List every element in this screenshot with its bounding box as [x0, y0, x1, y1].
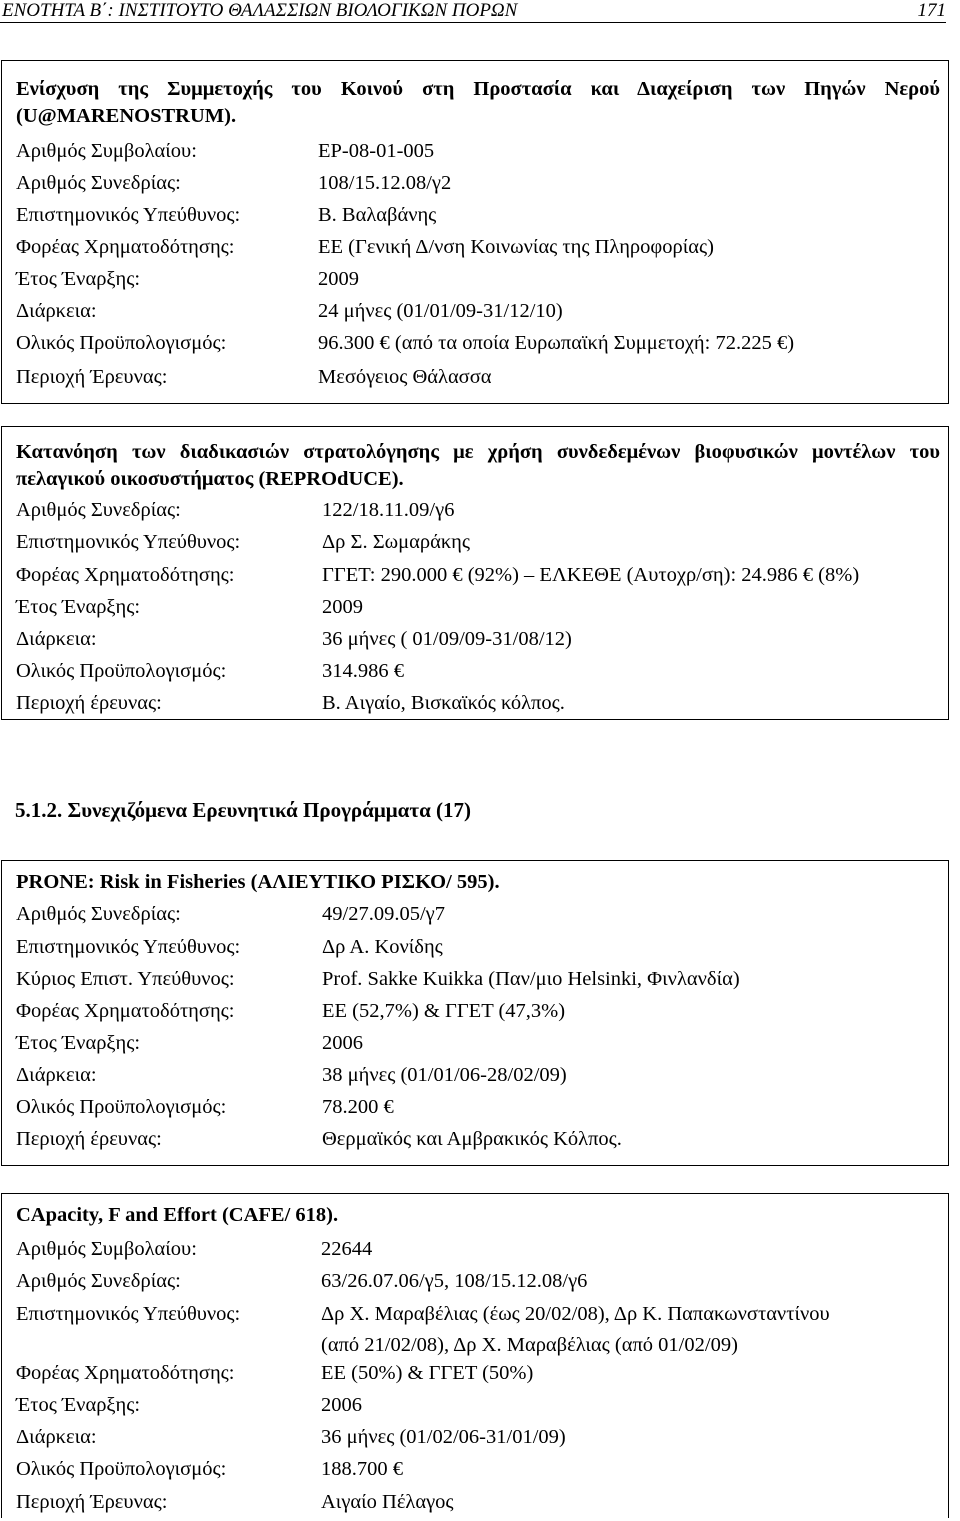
- detail-value: ΓΓΕΤ: 290.000 € (92%) – ΕΛΚΕΘΕ (Αυτοχρ/ση): 24.986 € (8%): [322, 564, 860, 586]
- detail-value: ΕΕ (50%) & ΓΓΕΤ (50%): [321, 1362, 534, 1384]
- detail-value: 314.986 €: [322, 660, 404, 682]
- detail-value: 108/15.12.08/γ2: [318, 172, 452, 194]
- detail-value: 63/26.07.06/γ5, 108/15.12.08/γ6: [321, 1270, 588, 1292]
- detail-label: Έτος Έναρξης:: [16, 1032, 141, 1054]
- detail-value: 2006: [321, 1394, 362, 1416]
- detail-label: Έτος Έναρξης:: [16, 1394, 141, 1416]
- detail-label: Αριθμός Συνεδρίας:: [16, 499, 181, 521]
- detail-label: Έτος Έναρξης:: [16, 596, 141, 618]
- detail-value: 122/18.11.09/γ6: [322, 499, 455, 521]
- detail-label: Περιοχή έρευνας:: [16, 1128, 162, 1150]
- detail-value: 2009: [318, 268, 359, 290]
- project-title: Ενίσχυση της Συμμετοχής του Κοινού στη Προστασία και Διαχείριση των Πηγών Νερού (U@MARENOSTRUM).: [16, 78, 940, 127]
- detail-value: Δρ Χ. Μαραβέλιας (έως 20/02/08), Δρ Κ. Παπακωνσταντίνου: [321, 1303, 830, 1325]
- section-heading: 5.1.2. Συνεχιζόμενα Ερευνητικά Προγράμματα (17): [15, 798, 472, 822]
- detail-label: Περιοχή έρευνας:: [16, 692, 162, 714]
- detail-label: Επιστημονικός Υπεύθυνος:: [16, 531, 241, 553]
- detail-value: ΕΕ (Γενική Δ/νση Κοινωνίας της Πληροφορίας): [318, 236, 714, 258]
- project-box-3: [1, 860, 949, 1166]
- detail-label: Φορέας Χρηματοδότησης:: [16, 564, 235, 586]
- detail-value: 2006: [322, 1032, 363, 1054]
- detail-value: Αιγαίο Πέλαγος: [321, 1491, 454, 1513]
- detail-label: Διάρκεια:: [16, 628, 97, 650]
- detail-value: 2009: [322, 596, 363, 618]
- page-number: 171: [917, 0, 946, 21]
- detail-value: ΕΡ-08-01-005: [318, 140, 435, 162]
- project-box-1: [1, 60, 949, 404]
- detail-value: ΕΕ (52,7%) & ΓΓΕΤ (47,3%): [322, 1000, 566, 1022]
- detail-value: 36 μήνες ( 01/09/09-31/08/12): [322, 628, 572, 650]
- detail-label: Ολικός Προϋπολογισμός:: [16, 332, 227, 354]
- project-title: PRONE: Risk in Fisheries (ΑΛΙΕΥΤΙΚΟ ΡΙΣΚΟ/ 595).: [16, 871, 500, 893]
- detail-value: 49/27.09.05/γ7: [322, 903, 445, 925]
- project-title: CApacity, F and Effort (CAFE/ 618).: [16, 1204, 339, 1226]
- page-header: [0, 0, 946, 23]
- project-title: Κατανόηση των διαδικασιών στρατολόγησης με χρήση συνδεδεμένων βιοφυσικών μοντέλων του πελαγικού οικοσυστήματος (REPROdUCE).: [16, 441, 940, 490]
- detail-label: Αριθμός Συνεδρίας:: [16, 1270, 181, 1292]
- project-box-4: [1, 1193, 949, 1518]
- detail-label: Αριθμός Συνεδρίας:: [16, 172, 181, 194]
- detail-value: Δρ Α. Κονίδης: [322, 936, 443, 958]
- detail-value: Μεσόγειος Θάλασσα: [318, 366, 492, 388]
- detail-label: Ολικός Προϋπολογισμός:: [16, 1096, 227, 1118]
- detail-label: Αριθμός Συμβολαίου:: [16, 1238, 197, 1260]
- detail-label: Επιστημονικός Υπεύθυνος:: [16, 204, 241, 226]
- detail-label: Κύριος Επιστ. Υπεύθυνος:: [16, 968, 235, 990]
- detail-label: Επιστημονικός Υπεύθυνος:: [16, 1303, 241, 1325]
- detail-value: 24 μήνες (01/01/09-31/12/10): [318, 300, 563, 322]
- chapter-title: ΕΝΟΤΗΤΑ Β΄: ΙΝΣΤΙΤΟΥΤΟ ΘΑΛΑΣΣΙΩΝ ΒΙΟΛΟΓΙΚΩΝ ΠΟΡΩΝ: [2, 0, 518, 21]
- detail-value: 38 μήνες (01/01/06-28/02/09): [322, 1064, 567, 1086]
- detail-label: Φορέας Χρηματοδότησης:: [16, 236, 235, 258]
- detail-label: Περιοχή Έρευνας:: [16, 1491, 168, 1513]
- detail-label: Αριθμός Συμβολαίου:: [16, 140, 197, 162]
- detail-label: Διάρκεια:: [16, 1426, 97, 1448]
- detail-label: Ολικός Προϋπολογισμός:: [16, 660, 227, 682]
- detail-value: Prof. Sakke Kuikka (Παν/μιο Helsinki, Φινλανδία): [322, 968, 740, 990]
- detail-value: 96.300 € (από τα οποία Ευρωπαϊκή Συμμετοχή: 72.225 €): [318, 332, 795, 354]
- detail-value: 188.700 €: [321, 1458, 403, 1480]
- detail-value: 78.200 €: [322, 1096, 394, 1118]
- detail-value: Θερμαϊκός και Αμβρακικός Κόλπος.: [322, 1128, 622, 1150]
- detail-value: Β. Αιγαίο, Βισκαϊκός κόλπος.: [322, 692, 565, 714]
- detail-label: Φορέας Χρηματοδότησης:: [16, 1000, 235, 1022]
- detail-label: Φορέας Χρηματοδότησης:: [16, 1362, 235, 1384]
- detail-value-continued: (από 21/02/08), Δρ Χ. Μαραβέλιας (από 01/02/09): [321, 1334, 738, 1356]
- detail-value: 36 μήνες (01/02/06-31/01/09): [321, 1426, 566, 1448]
- detail-label: Έτος Έναρξης:: [16, 268, 141, 290]
- detail-label: Διάρκεια:: [16, 300, 97, 322]
- detail-value: Β. Βαλαβάνης: [318, 204, 437, 226]
- detail-label: Αριθμός Συνεδρίας:: [16, 903, 181, 925]
- detail-label: Επιστημονικός Υπεύθυνος:: [16, 936, 241, 958]
- project-box-2: [1, 426, 949, 720]
- detail-value: 22644: [321, 1238, 373, 1260]
- detail-value: Δρ Σ. Σωμαράκης: [322, 531, 471, 553]
- detail-label: Περιοχή Έρευνας:: [16, 366, 168, 388]
- detail-label: Ολικός Προϋπολογισμός:: [16, 1458, 227, 1480]
- detail-label: Διάρκεια:: [16, 1064, 97, 1086]
